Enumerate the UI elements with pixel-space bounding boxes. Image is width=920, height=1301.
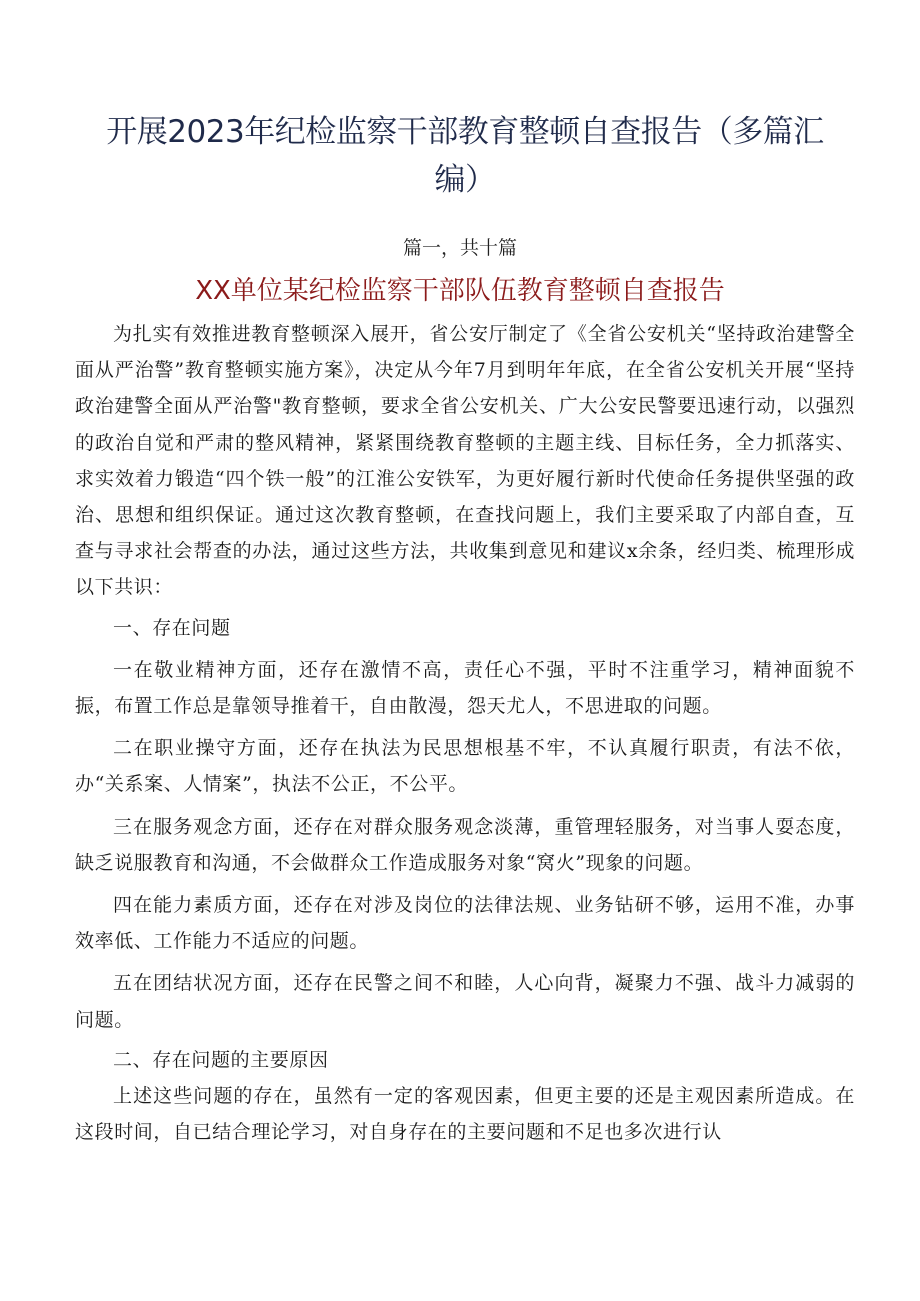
paragraph-causes: 上述这些问题的存在，虽然有一定的客观因素，但更主要的还是主观因素所造成。在这段时间，自已结合理论学习，对自身存在的主要问题和不足也多次进行认 <box>75 1085 855 1144</box>
section-label: 篇一，共十篇 <box>402 237 517 259</box>
paragraph-intro: 为扎实有效推进教育整顿深入展开，省公安厅制定了《全省公安机关“坚持政治建警全面从严治警”教育整顿实施方案》，决定从今年7月到明年年底，在全省公安机关开展“坚持政治建警全面从严治警"教育整顿，要求全省公安机关、广大公安民警要迅速行动，以强烈的政治自觉和严肃的整风精神，紧紧围绕教育整顿的主题主线、目标任务，全力抓落实、求实效着力锻造“四个铁一般”的江淮公安铁军，为更好履行新时代使命任务提供坚强的政治、思想和组织保证。通过这次教育整顿，在查找问题上，我们主要采取了内部自查，互查与寻求社会帮查的办法，通过这些方法，共收集到意见和建议x余条，经归类、梳理形成以下共识： <box>75 323 855 599</box>
document-body <box>75 316 855 1150</box>
paragraph-problem-unity: 五在团结状况方面，还存在民警之间不和睦，人心向背，凝聚力不强、战斗力减弱的问题。 <box>75 972 855 1031</box>
paragraph-problem-dedication: 一在敬业精神方面，还存在激情不高，责任心不强，平时不注重学习，精神面貌不振，布置工作总是靠领导推着干，自由散漫，怨天尤人，不思进取的问题。 <box>75 658 855 718</box>
paragraph-problem-ethics: 二在职业操守方面，还存在执法为民思想根基不牢，不认真履行职责，有法不依，办“关系案、人情案”，执法不公正，不公平。 <box>75 737 855 796</box>
document-title: 开展2023年纪检监察干部教育整顿自查报告（多篇汇编） <box>106 114 824 198</box>
heading-main-causes: 二、存在问题的主要原因 <box>113 1048 329 1071</box>
heading-existing-problems: 一、存在问题 <box>113 616 231 639</box>
paragraph-problem-ability: 四在能力素质方面，还存在对涉及岗位的法律法规、业务钻研不够，运用不准，办事效率低、工作能力不适应的问题。 <box>75 894 855 953</box>
section-title: XX单位某纪检监察干部队伍教育整顿自查报告 <box>195 276 725 306</box>
paragraph-problem-service: 三在服务观念方面，还存在对群众服务观念淡薄，重管理轻服务，对当事人耍态度，缺乏说服教育和沟通，不会做群众工作造成服务对象“窝火”现象的问题。 <box>75 815 855 874</box>
